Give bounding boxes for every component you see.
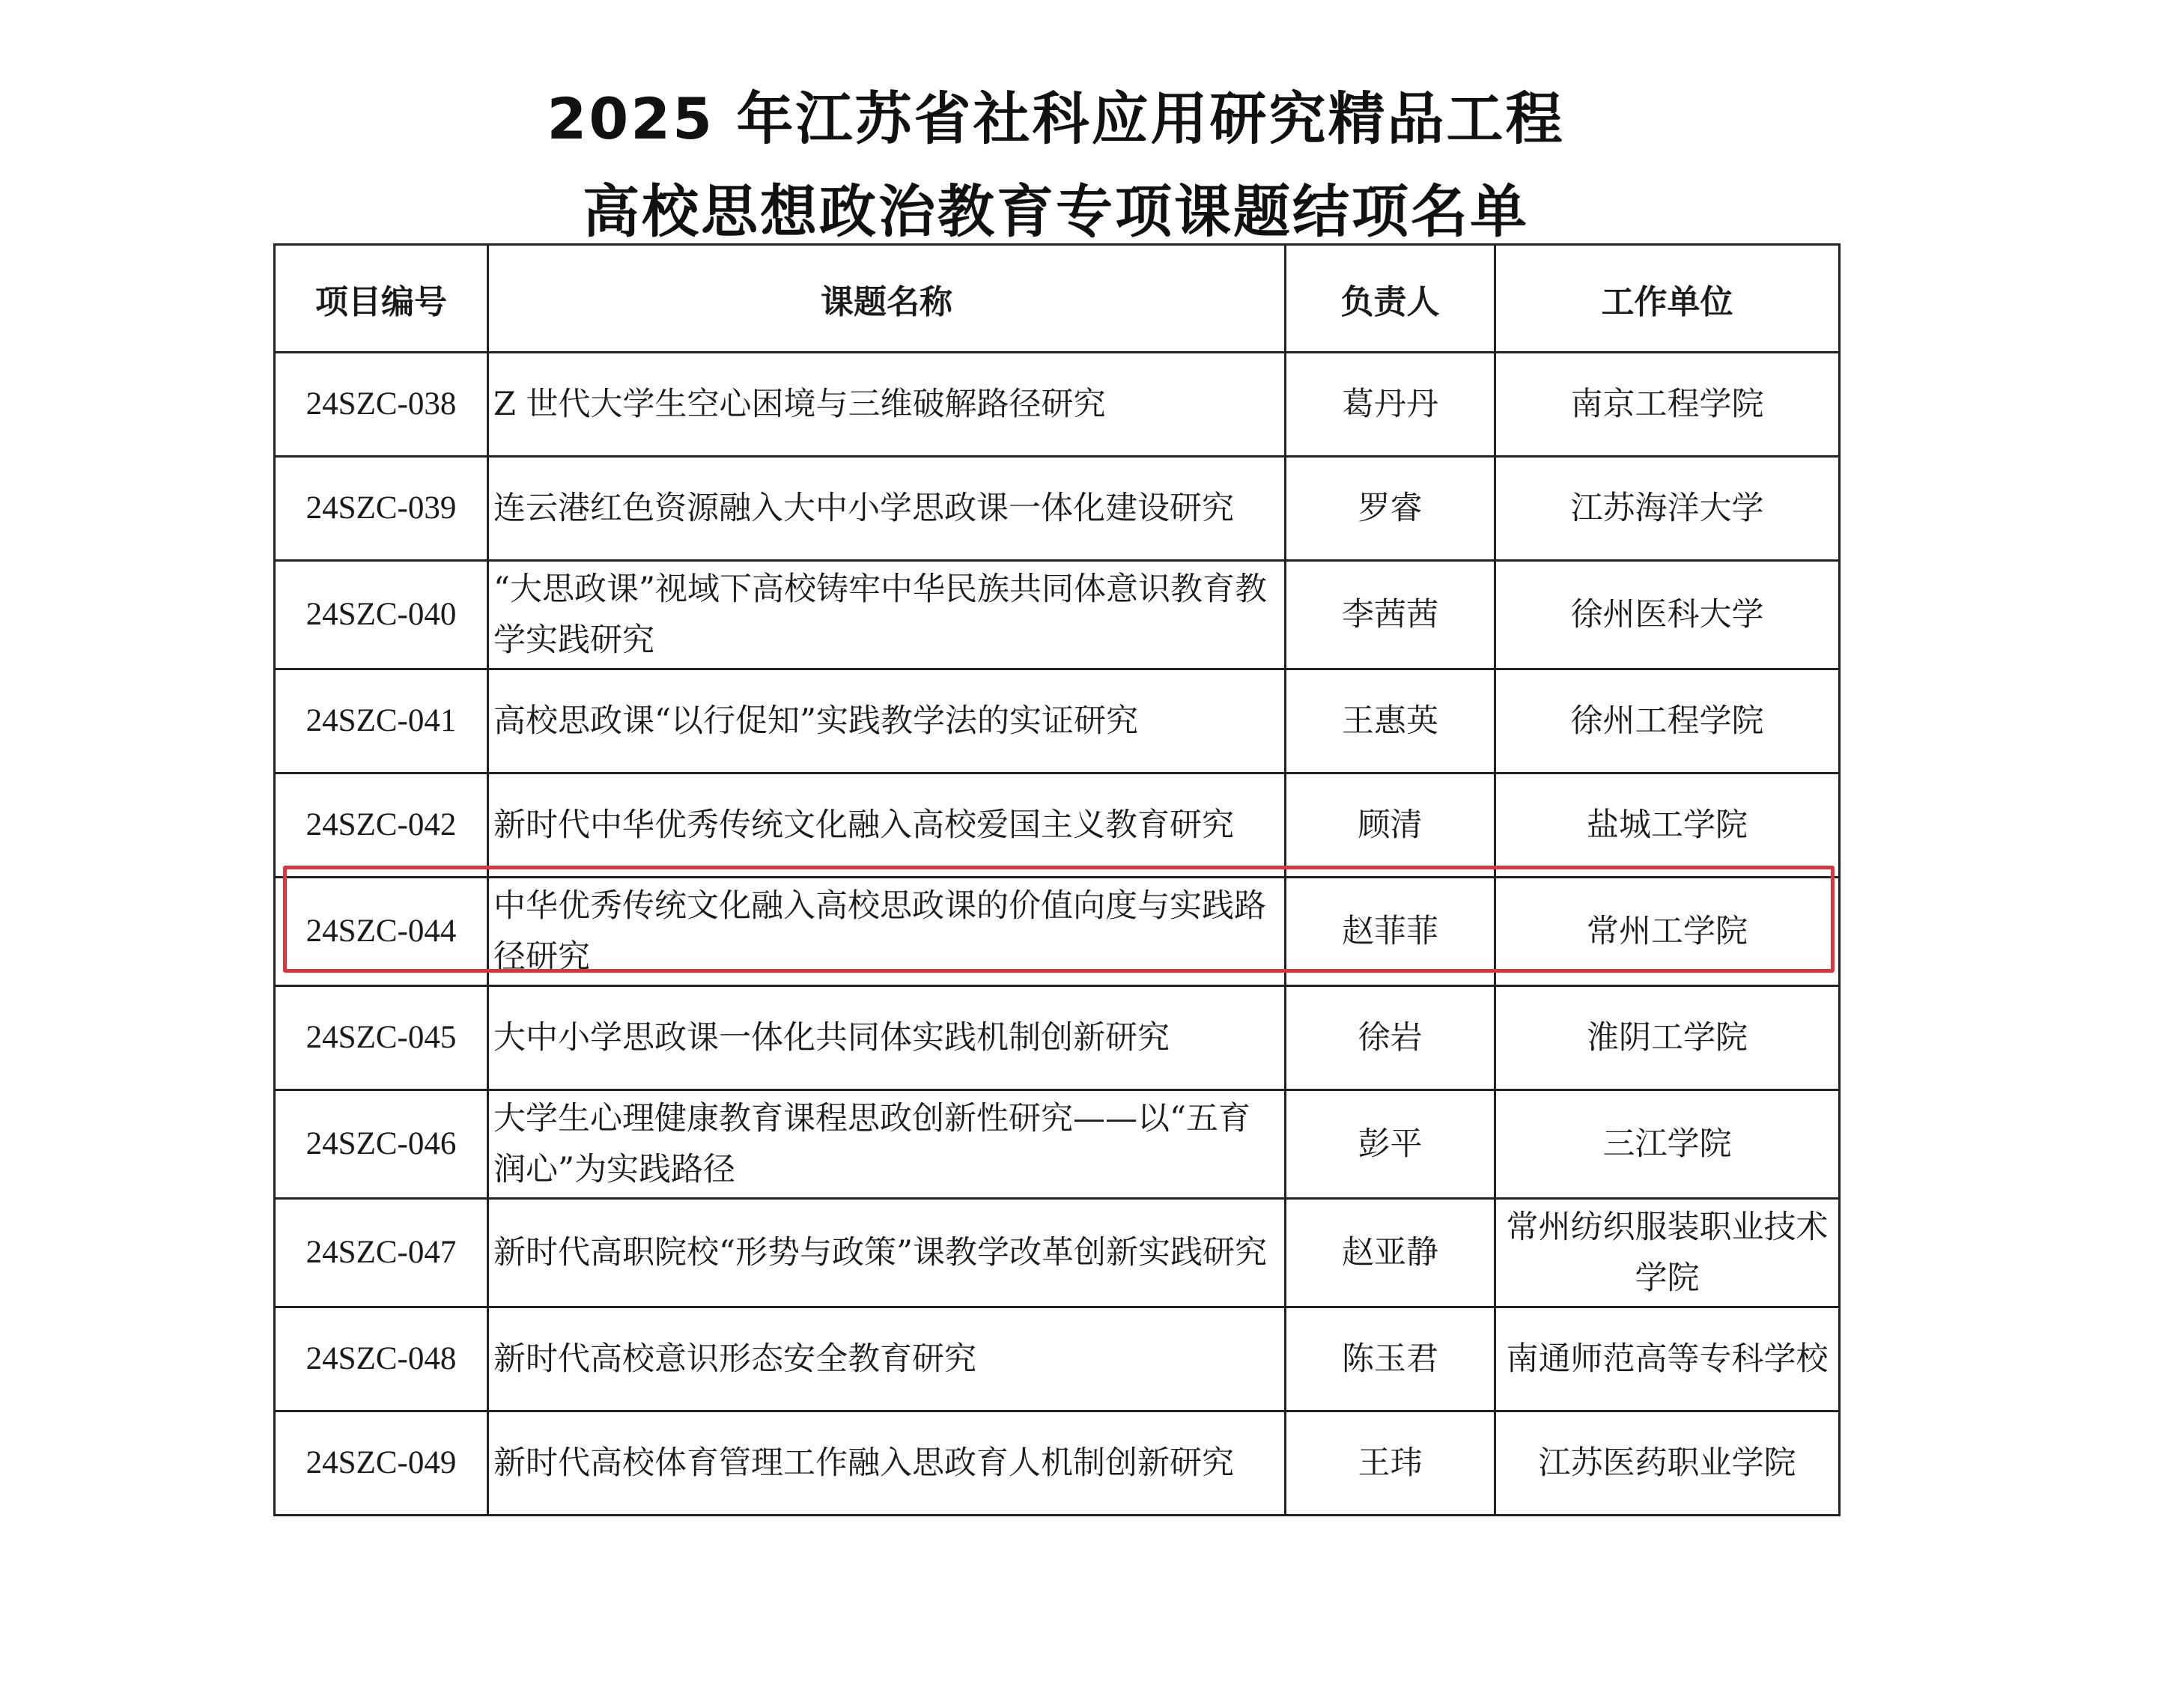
column-header-unit: 工作单位: [1495, 245, 1840, 353]
project-leader-cell: 赵亚静: [1286, 1199, 1495, 1307]
project-code-cell: 24SZC-046: [275, 1090, 488, 1199]
document-title-line-2: 高校思想政治教育专项课题结项名单: [583, 178, 1529, 245]
project-unit-cell: 淮阴工学院: [1495, 986, 1840, 1090]
project-unit-cell: 江苏海洋大学: [1495, 457, 1840, 561]
project-code-cell: 24SZC-048: [275, 1307, 488, 1411]
project-code-cell: 24SZC-040: [275, 561, 488, 669]
project-leader-cell: 赵菲菲: [1286, 878, 1495, 986]
project-code-cell: 24SZC-038: [275, 353, 488, 457]
project-topic-cell: 高校思政课“以行促知”实践教学法的实证研究: [488, 669, 1286, 774]
project-topic-cell: Z 世代大学生空心困境与三维破解路径研究: [488, 353, 1286, 457]
project-code-cell: 24SZC-047: [275, 1199, 488, 1307]
project-code-cell: 24SZC-045: [275, 986, 488, 1090]
project-leader-cell: 葛丹丹: [1286, 353, 1495, 457]
table-row: [275, 457, 1840, 561]
project-code-cell: 24SZC-041: [275, 669, 488, 774]
table-header-row: [275, 245, 1840, 353]
project-topic-cell: 中华优秀传统文化融入高校思政课的价值向度与实践路径研究: [488, 878, 1286, 986]
table-row: [275, 1199, 1840, 1307]
project-unit-cell: 徐州医科大学: [1495, 561, 1840, 669]
project-leader-cell: 陈玉君: [1286, 1307, 1495, 1411]
project-leader-cell: 李茜茜: [1286, 561, 1495, 669]
project-unit-cell: 盐城工学院: [1495, 774, 1840, 878]
project-leader-cell: 罗睿: [1286, 457, 1495, 561]
project-unit-cell: 徐州工程学院: [1495, 669, 1840, 774]
project-leader-cell: 徐岩: [1286, 986, 1495, 1090]
column-header-person: 负责人: [1286, 245, 1495, 353]
table-row: [275, 353, 1840, 457]
table-row: [275, 774, 1840, 878]
project-list-table: [273, 243, 1841, 1516]
project-code-cell: 24SZC-049: [275, 1411, 488, 1516]
project-topic-cell: 新时代中华优秀传统文化融入高校爱国主义教育研究: [488, 774, 1286, 878]
project-topic-cell: 大中小学思政课一体化共同体实践机制创新研究: [488, 986, 1286, 1090]
table-row: [275, 669, 1840, 774]
project-leader-cell: 顾清: [1286, 774, 1495, 878]
column-header-topic: 课题名称: [488, 245, 1286, 353]
table-row-highlighted: [275, 878, 1840, 986]
project-leader-cell: 彭平: [1286, 1090, 1495, 1199]
project-unit-cell: 常州纺织服装职业技术学院: [1495, 1199, 1840, 1307]
project-topic-cell: 新时代高职院校“形势与政策”课教学改革创新实践研究: [488, 1199, 1286, 1307]
project-leader-cell: 王玮: [1286, 1411, 1495, 1516]
project-code-cell: 24SZC-039: [275, 457, 488, 561]
project-unit-cell: 常州工学院: [1495, 878, 1840, 986]
table-row: [275, 1090, 1840, 1199]
project-topic-cell: 连云港红色资源融入大中小学思政课一体化建设研究: [488, 457, 1286, 561]
project-topic-cell: 大学生心理健康教育课程思政创新性研究——以“五育润心”为实践路径: [488, 1090, 1286, 1199]
project-code-cell: 24SZC-042: [275, 774, 488, 878]
project-leader-cell: 王惠英: [1286, 669, 1495, 774]
column-header-code: 项目编号: [275, 245, 488, 353]
table-row: [275, 561, 1840, 669]
project-unit-cell: 江苏医药职业学院: [1495, 1411, 1840, 1516]
document-title-line-1: 2025 年江苏省社科应用研究精品工程: [547, 85, 1565, 152]
project-topic-cell: 新时代高校意识形态安全教育研究: [488, 1307, 1286, 1411]
project-code-cell: 24SZC-044: [275, 878, 488, 986]
project-unit-cell: 南通师范高等专科学校: [1495, 1307, 1840, 1411]
table-row: [275, 1411, 1840, 1516]
project-unit-cell: 南京工程学院: [1495, 353, 1840, 457]
project-unit-cell: 三江学院: [1495, 1090, 1840, 1199]
table-row: [275, 986, 1840, 1090]
project-topic-cell: “大思政课”视域下高校铸牢中华民族共同体意识教育教学实践研究: [488, 561, 1286, 669]
project-topic-cell: 新时代高校体育管理工作融入思政育人机制创新研究: [488, 1411, 1286, 1516]
table-row: [275, 1307, 1840, 1411]
